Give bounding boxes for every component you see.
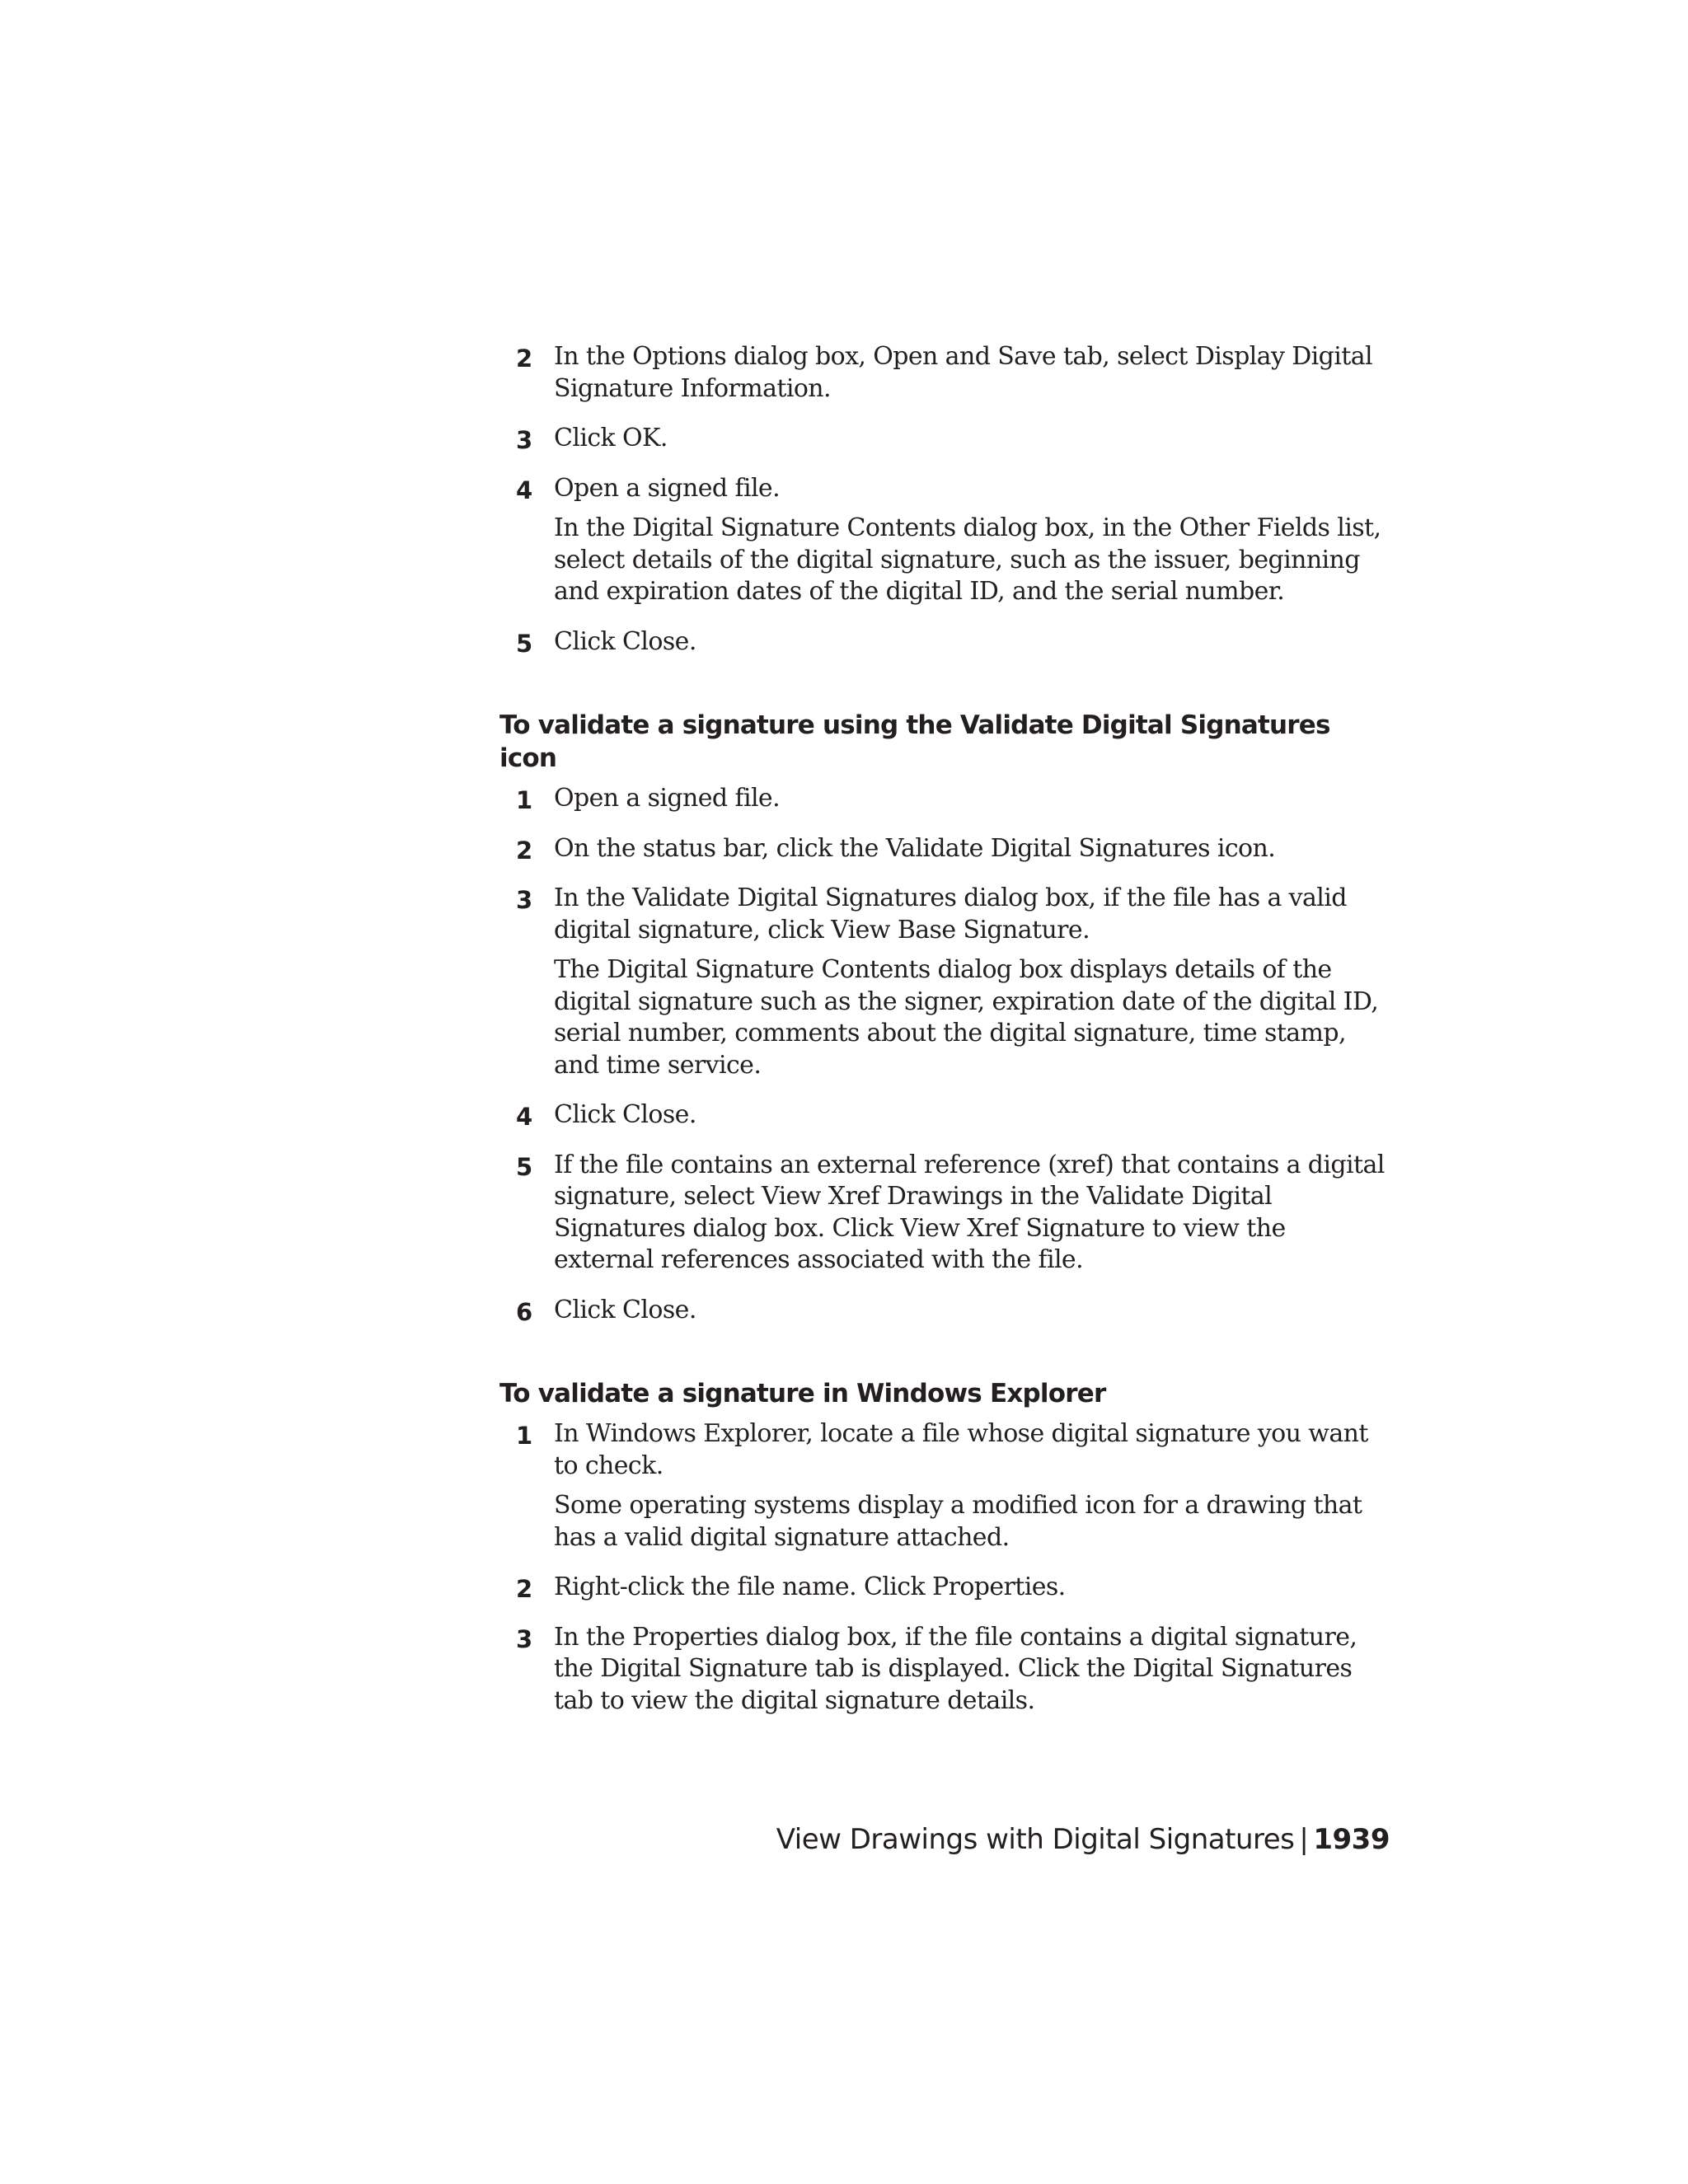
step-item bbox=[499, 341, 1390, 405]
step-text: In the Options dialog box, Open and Save tab, select Display Digital Signature Information. bbox=[554, 342, 1373, 403]
step-text: Open a signed file. bbox=[554, 784, 781, 813]
step-number: 4 bbox=[516, 476, 533, 504]
step-number: 1 bbox=[516, 1422, 533, 1450]
page-footer bbox=[776, 1821, 1390, 1858]
step-text: Right-click the file name. Click Properties. bbox=[554, 1572, 1066, 1601]
step-text: In the Properties dialog box, if the file contains a digital signature, the Digital Signature tab is displayed. Click the Digital Signatures tab to view the digital signature details. bbox=[554, 1622, 1357, 1715]
step-list-continued bbox=[499, 341, 1390, 658]
step-number: 3 bbox=[516, 1624, 533, 1653]
step-list-validate-icon bbox=[499, 783, 1390, 1326]
step-number: 2 bbox=[516, 344, 533, 373]
step-list-windows-explorer bbox=[499, 1418, 1390, 1717]
step-text: Click Close. bbox=[554, 626, 696, 656]
page-content bbox=[499, 341, 1390, 1735]
step-item bbox=[499, 833, 1390, 865]
step-number: 5 bbox=[516, 1152, 533, 1181]
step-item bbox=[499, 473, 1390, 608]
step-text: Click OK. bbox=[554, 424, 668, 452]
step-number: 3 bbox=[516, 426, 533, 454]
step-number: 2 bbox=[516, 836, 533, 865]
step-text: Open a signed file. bbox=[554, 473, 781, 503]
step-note: In the Digital Signature Contents dialog box, in the Other Fields list, select details of the digital signature, such as the issuer, beginning and expiration dates of the digital ID, and the serial number. bbox=[554, 513, 1381, 606]
step-item bbox=[499, 1418, 1390, 1554]
step-item bbox=[499, 1150, 1390, 1277]
footer-separator: | bbox=[1299, 1823, 1309, 1856]
procedure-heading-validate-icon: To validate a signature using the Validate Digital Signatures icon bbox=[499, 710, 1330, 773]
step-text: Click Close. bbox=[554, 1295, 696, 1324]
step-text: In Windows Explorer, locate a file whose digital signature you want to check. bbox=[554, 1419, 1368, 1480]
step-number: 3 bbox=[516, 886, 533, 914]
page-number: 1939 bbox=[1313, 1823, 1390, 1856]
step-number: 4 bbox=[516, 1103, 533, 1131]
step-item bbox=[499, 1572, 1390, 1604]
step-item bbox=[499, 883, 1390, 1081]
step-text: In the Validate Digital Signatures dialog box, if the file has a valid digital signature, click View Base Signature. bbox=[554, 883, 1347, 944]
step-item bbox=[499, 1295, 1390, 1327]
step-number: 5 bbox=[516, 629, 533, 658]
step-text: Click Close. bbox=[554, 1100, 696, 1129]
step-number: 1 bbox=[516, 786, 533, 814]
step-note: Some operating systems display a modified icon for a drawing that has a valid digital signature attached. bbox=[554, 1491, 1362, 1552]
step-number: 6 bbox=[516, 1297, 533, 1326]
step-item bbox=[499, 1622, 1390, 1718]
step-text: If the file contains an external reference (xref) that contains a digital signature, select View Xref Drawings in the Validate Digital Signatures dialog box. Click View Xref Signature to view the external references associated with the file. bbox=[554, 1150, 1385, 1274]
step-item bbox=[499, 626, 1390, 658]
step-number: 2 bbox=[516, 1575, 533, 1603]
step-text: On the status bar, click the Validate Digital Signatures icon. bbox=[554, 833, 1276, 863]
step-item bbox=[499, 783, 1390, 815]
procedure-heading-windows-explorer: To validate a signature in Windows Explorer bbox=[499, 1379, 1106, 1408]
step-note: The Digital Signature Contents dialog box displays details of the digital signature such as the signer, expiration date of the digital ID, serial number, comments about the digital signature, time stamp, and time service. bbox=[554, 955, 1379, 1080]
footer-title: View Drawings with Digital Signatures bbox=[776, 1823, 1295, 1856]
step-item bbox=[499, 423, 1390, 455]
step-item bbox=[499, 1099, 1390, 1132]
